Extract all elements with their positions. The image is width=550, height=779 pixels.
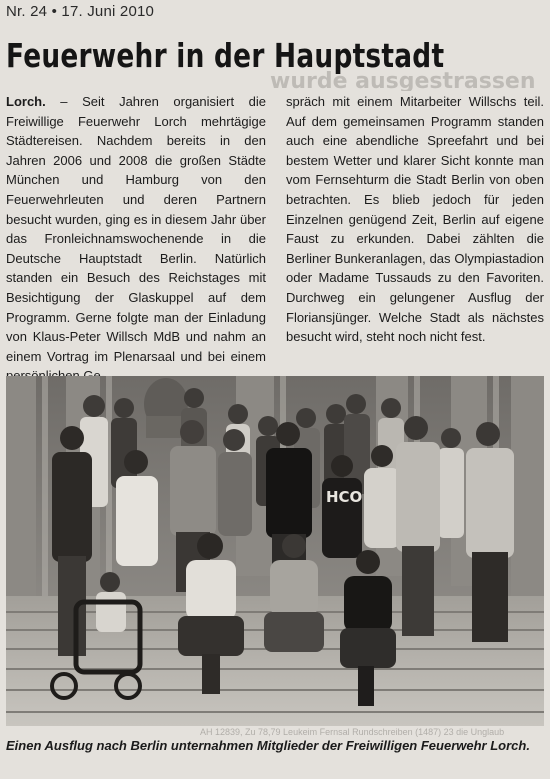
photo-caption: Einen Ausflug nach Berlin unternahmen Mitglieder der Freiwilligen Feuerwehr Lorch. xyxy=(6,738,530,753)
group-photo-illustration xyxy=(6,376,544,726)
article-dateline: Lorch. xyxy=(6,94,46,109)
caption-bleed-through: AH 12839, Zu 78,79 Leukeim Fernsal Rundschreiben (1487) 23 die Unglaub xyxy=(200,727,505,737)
article-paragraph-left xyxy=(6,92,266,386)
article-column-left xyxy=(6,92,266,386)
issue-date-line: Nr. 24 • 17. Juni 2010 xyxy=(6,3,155,20)
article-text-left: – Seit Jahren organisiert die Freiwillige Feuerwehr Lorch mehrtägige Städtereisen. Nachdem bereits in den Jahren 2006 und 2008 die großen Städte München und Hamburg von den Feuerwehrleuten und deren Partnern besucht wurden, ging es in diesem Jahr über das Fronleichnamswochenende in die Deutsche Hauptstadt Berlin. Natürlich standen ein Besuch des Reichstages mit Besichtigung der Glaskuppel auf dem Programm. Gerne folgte man der Einladung von Klaus-Peter Willsch MdB und nahm an einem Vortrag im Plenarsaal und bei einem xyxy=(6,94,266,364)
bleed-through-text: wurde ausgestrassen xyxy=(270,69,536,91)
group-photo xyxy=(6,376,544,726)
article-text-right: spräch mit einem Mitarbeiter Willschs teil. Auf dem gemeinsamen Programm standen auch eine abendliche Spreefahrt und bei bestem Wetter und klarer Sicht konnte man vom Fernsehturm die Stadt Berlin von oben betrachten. Es blieb jedoch für jeden Einzelnen genügend Zeit, Berlin auf eigene Faust zu erkunden. Dabei zählten die Berliner Bunkeranlagen, das Olympiastadion oder Madame Tussauds zu den Favoriten. Durchweg ein gelungener Ausflug der Floriansjünger. Welche Stadt als nächstes besucht wird, steht noch nicht fest. xyxy=(286,94,544,345)
article-headline: Feuerwehr in der Hauptstadt xyxy=(6,36,445,75)
article-column-right xyxy=(286,92,544,347)
shirt-print-text: HCO xyxy=(326,488,363,506)
